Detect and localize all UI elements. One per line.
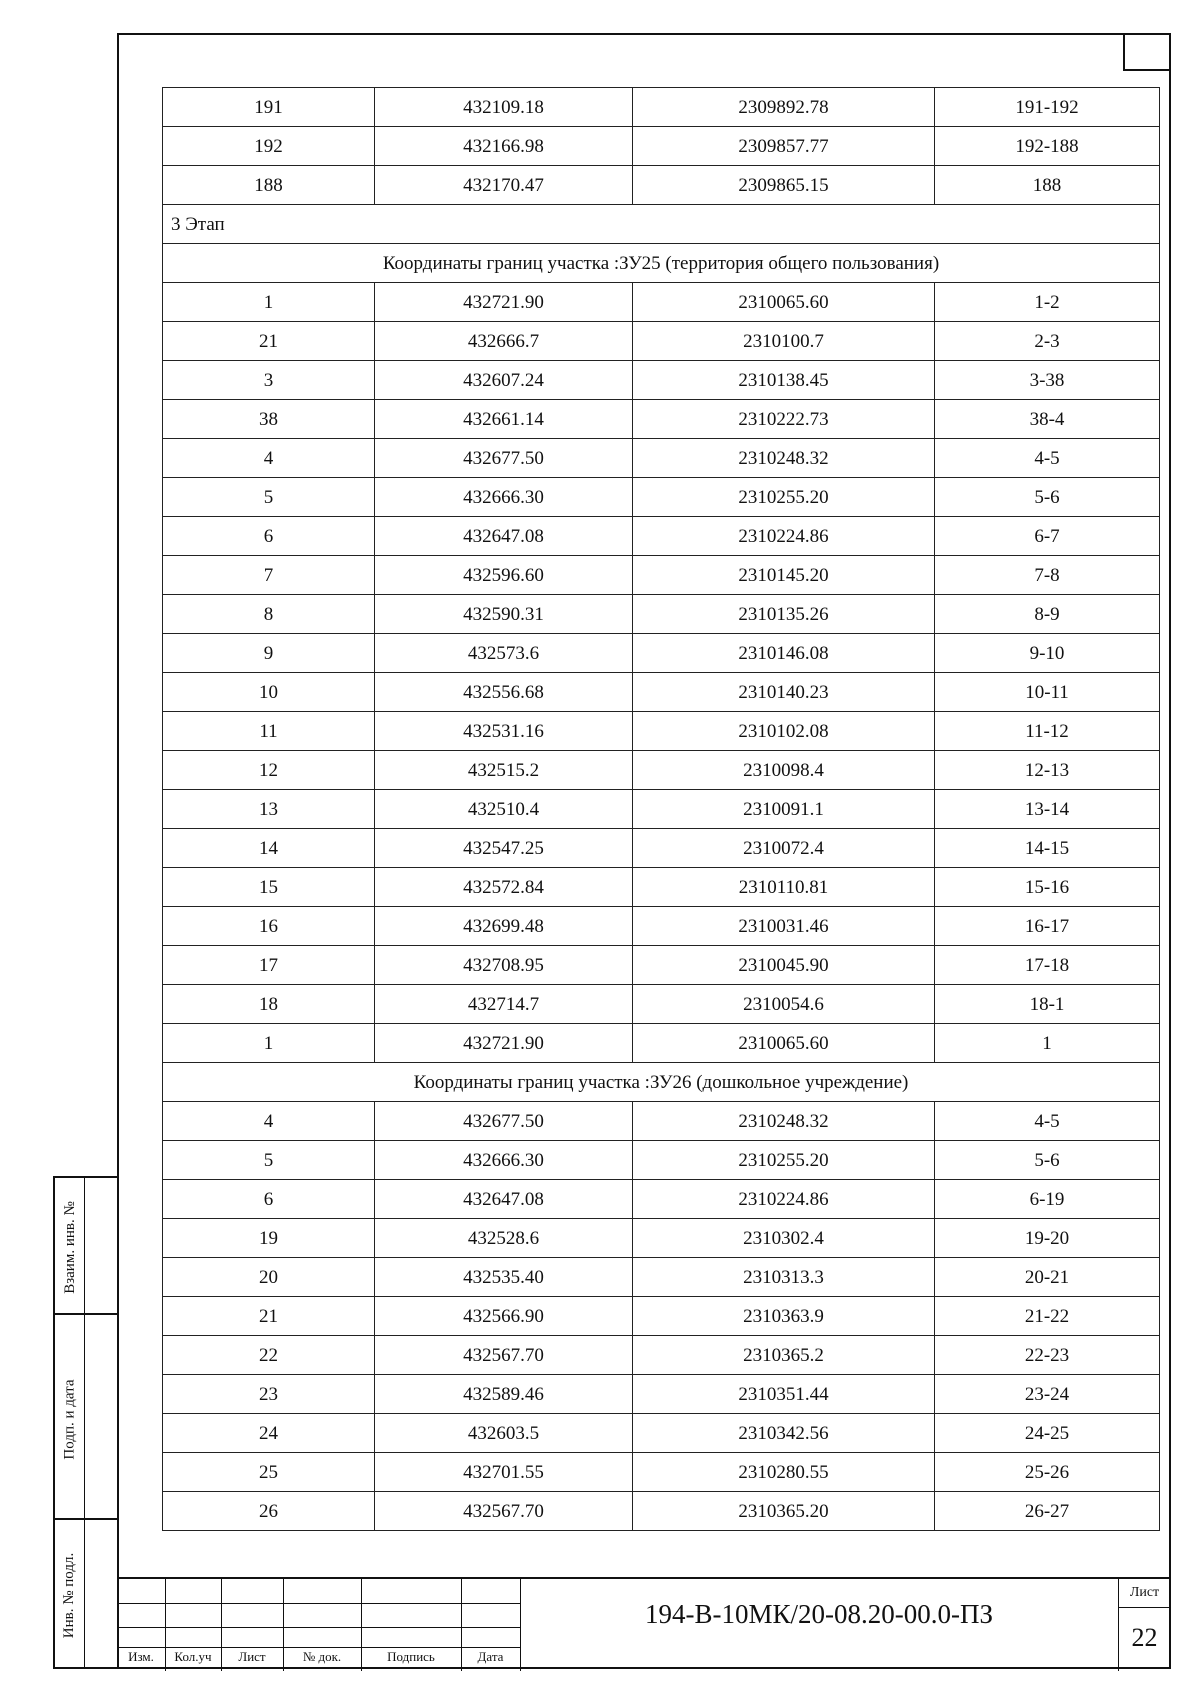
- x-coordinate-cell: 432701.55: [375, 1453, 633, 1492]
- title-block-rule: [117, 1627, 520, 1628]
- y-coordinate-cell: 2310110.81: [633, 868, 935, 907]
- x-coordinate-cell: 432589.46: [375, 1375, 633, 1414]
- segment-cell: 5-6: [935, 1141, 1160, 1180]
- table-row: [163, 205, 1160, 244]
- y-coordinate-cell: 2310280.55: [633, 1453, 935, 1492]
- segment-cell: 2-3: [935, 322, 1160, 361]
- y-coordinate-cell: 2310255.20: [633, 478, 935, 517]
- segment-cell: 17-18: [935, 946, 1160, 985]
- point-number-cell: 6: [163, 517, 375, 556]
- segment-cell: 1-2: [935, 283, 1160, 322]
- point-number-cell: 11: [163, 712, 375, 751]
- caption-signature: Подпись: [387, 1649, 435, 1664]
- x-coordinate-cell: 432531.16: [375, 712, 633, 751]
- point-number-cell: 4: [163, 1102, 375, 1141]
- segment-cell: 15-16: [935, 868, 1160, 907]
- document-code: 194-В-10МК/20-08.20-00.0-ПЗ: [644, 1599, 993, 1629]
- table-row: [163, 751, 1160, 790]
- point-number-cell: 21: [163, 1297, 375, 1336]
- table-row: [163, 1063, 1160, 1102]
- segment-cell: 18-1: [935, 985, 1160, 1024]
- y-coordinate-cell: 2310091.1: [633, 790, 935, 829]
- x-coordinate-cell: 432567.70: [375, 1492, 633, 1531]
- approval-strip: [53, 1176, 117, 1669]
- segment-cell: 21-22: [935, 1297, 1160, 1336]
- y-coordinate-cell: 2310098.4: [633, 751, 935, 790]
- segment-cell: 9-10: [935, 634, 1160, 673]
- table-row: [163, 478, 1160, 517]
- sheet-label: Лист: [1119, 1579, 1170, 1608]
- table-row: [163, 634, 1160, 673]
- point-number-cell: 24: [163, 1414, 375, 1453]
- segment-cell: 192-188: [935, 127, 1160, 166]
- point-number-cell: 1: [163, 283, 375, 322]
- x-coordinate-cell: 432109.18: [375, 88, 633, 127]
- table-row: [163, 1453, 1160, 1492]
- point-number-cell: 19: [163, 1219, 375, 1258]
- segment-cell: 25-26: [935, 1453, 1160, 1492]
- caption-change: Изм.: [128, 1649, 154, 1664]
- table-row: [163, 673, 1160, 712]
- segment-cell: 188: [935, 166, 1160, 205]
- section-title: Координаты границ участка :ЗУ26 (дошкольное учреждение): [163, 1063, 1160, 1102]
- point-number-cell: 38: [163, 400, 375, 439]
- table-row: [163, 88, 1160, 127]
- point-number-cell: 23: [163, 1375, 375, 1414]
- table-row: [163, 283, 1160, 322]
- y-coordinate-cell: 2310363.9: [633, 1297, 935, 1336]
- x-coordinate-cell: 432647.08: [375, 517, 633, 556]
- x-coordinate-cell: 432677.50: [375, 1102, 633, 1141]
- table-row: [163, 1336, 1160, 1375]
- x-coordinate-cell: 432666.7: [375, 322, 633, 361]
- section-title: Координаты границ участка :ЗУ25 (территория общего пользования): [163, 244, 1160, 283]
- strip-divider: [53, 1313, 117, 1315]
- title-block-rule: [117, 1647, 520, 1648]
- y-coordinate-cell: 2310065.60: [633, 283, 935, 322]
- x-coordinate-cell: 432603.5: [375, 1414, 633, 1453]
- table-row: [163, 361, 1160, 400]
- y-coordinate-cell: 2310248.32: [633, 439, 935, 478]
- x-coordinate-cell: 432590.31: [375, 595, 633, 634]
- point-number-cell: 1: [163, 1024, 375, 1063]
- table-row: [163, 1102, 1160, 1141]
- sheet-box: [1118, 1579, 1171, 1671]
- y-coordinate-cell: 2310313.3: [633, 1258, 935, 1297]
- table-row: [163, 1414, 1160, 1453]
- x-coordinate-cell: 432510.4: [375, 790, 633, 829]
- segment-cell: 19-20: [935, 1219, 1160, 1258]
- x-coordinate-cell: 432607.24: [375, 361, 633, 400]
- point-number-cell: 14: [163, 829, 375, 868]
- y-coordinate-cell: 2310140.23: [633, 673, 935, 712]
- segment-cell: 3-38: [935, 361, 1160, 400]
- segment-cell: 14-15: [935, 829, 1160, 868]
- x-coordinate-cell: 432596.60: [375, 556, 633, 595]
- segment-cell: 24-25: [935, 1414, 1160, 1453]
- point-number-cell: 25: [163, 1453, 375, 1492]
- segment-cell: 7-8: [935, 556, 1160, 595]
- y-coordinate-cell: 2310145.20: [633, 556, 935, 595]
- y-coordinate-cell: 2310248.32: [633, 1102, 935, 1141]
- point-number-cell: 5: [163, 478, 375, 517]
- segment-cell: 12-13: [935, 751, 1160, 790]
- x-coordinate-cell: 432699.48: [375, 907, 633, 946]
- y-coordinate-cell: 2310342.56: [633, 1414, 935, 1453]
- point-number-cell: 6: [163, 1180, 375, 1219]
- y-coordinate-cell: 2310138.45: [633, 361, 935, 400]
- table-row: [163, 1180, 1160, 1219]
- segment-cell: 191-192: [935, 88, 1160, 127]
- point-number-cell: 22: [163, 1336, 375, 1375]
- point-number-cell: 188: [163, 166, 375, 205]
- table-row: [163, 985, 1160, 1024]
- table-row: [163, 322, 1160, 361]
- x-coordinate-cell: 432567.70: [375, 1336, 633, 1375]
- table-row: [163, 517, 1160, 556]
- point-number-cell: 4: [163, 439, 375, 478]
- table-row: [163, 166, 1160, 205]
- coordinates-table-body: [163, 88, 1160, 1531]
- table-row: [163, 595, 1160, 634]
- y-coordinate-cell: 2310072.4: [633, 829, 935, 868]
- y-coordinate-cell: 2310045.90: [633, 946, 935, 985]
- caption-doc-no: № док.: [302, 1649, 342, 1664]
- table-row: [163, 556, 1160, 595]
- approval-label-exchange: Взаим. инв. №: [61, 1201, 78, 1294]
- table-row: [163, 868, 1160, 907]
- table-row: [163, 712, 1160, 751]
- x-coordinate-cell: 432572.84: [375, 868, 633, 907]
- y-coordinate-cell: 2310255.20: [633, 1141, 935, 1180]
- y-coordinate-cell: 2310222.73: [633, 400, 935, 439]
- point-number-cell: 191: [163, 88, 375, 127]
- point-number-cell: 21: [163, 322, 375, 361]
- segment-cell: 22-23: [935, 1336, 1160, 1375]
- x-coordinate-cell: 432166.98: [375, 127, 633, 166]
- table-row: [163, 1375, 1160, 1414]
- point-number-cell: 3: [163, 361, 375, 400]
- y-coordinate-cell: 2310365.2: [633, 1336, 935, 1375]
- x-coordinate-cell: 432721.90: [375, 283, 633, 322]
- stage-label: 3 Этап: [163, 205, 1160, 244]
- y-coordinate-cell: 2310365.20: [633, 1492, 935, 1531]
- segment-cell: 5-6: [935, 478, 1160, 517]
- x-coordinate-cell: 432666.30: [375, 478, 633, 517]
- x-coordinate-cell: 432170.47: [375, 166, 633, 205]
- table-row: [163, 1024, 1160, 1063]
- table-row: [163, 946, 1160, 985]
- y-coordinate-cell: 2310135.26: [633, 595, 935, 634]
- point-number-cell: 10: [163, 673, 375, 712]
- strip-divider: [53, 1518, 117, 1520]
- y-coordinate-cell: 2310351.44: [633, 1375, 935, 1414]
- table-row: [163, 829, 1160, 868]
- x-coordinate-cell: 432535.40: [375, 1258, 633, 1297]
- y-coordinate-cell: 2310054.6: [633, 985, 935, 1024]
- segment-cell: 6-7: [935, 517, 1160, 556]
- segment-cell: 4-5: [935, 1102, 1160, 1141]
- y-coordinate-cell: 2309857.77: [633, 127, 935, 166]
- table-row: [163, 244, 1160, 283]
- table-row: [163, 1219, 1160, 1258]
- point-number-cell: 20: [163, 1258, 375, 1297]
- y-coordinate-cell: 2310031.46: [633, 907, 935, 946]
- point-number-cell: 13: [163, 790, 375, 829]
- x-coordinate-cell: 432714.7: [375, 985, 633, 1024]
- x-coordinate-cell: 432556.68: [375, 673, 633, 712]
- x-coordinate-cell: 432547.25: [375, 829, 633, 868]
- x-coordinate-cell: 432528.6: [375, 1219, 633, 1258]
- caption-sheet: Лист: [238, 1649, 266, 1664]
- y-coordinate-cell: 2310224.86: [633, 517, 935, 556]
- x-coordinate-cell: 432708.95: [375, 946, 633, 985]
- segment-cell: 6-19: [935, 1180, 1160, 1219]
- table-row: [163, 790, 1160, 829]
- segment-cell: 13-14: [935, 790, 1160, 829]
- point-number-cell: 192: [163, 127, 375, 166]
- table-row: [163, 400, 1160, 439]
- approval-label-original: Инв. № подл.: [61, 1552, 78, 1639]
- table-row: [163, 907, 1160, 946]
- segment-cell: 38-4: [935, 400, 1160, 439]
- y-coordinate-cell: 2310224.86: [633, 1180, 935, 1219]
- x-coordinate-cell: 432666.30: [375, 1141, 633, 1180]
- x-coordinate-cell: 432677.50: [375, 439, 633, 478]
- title-block: [117, 1577, 1171, 1669]
- segment-cell: 1: [935, 1024, 1160, 1063]
- point-number-cell: 26: [163, 1492, 375, 1531]
- y-coordinate-cell: 2310065.60: [633, 1024, 935, 1063]
- y-coordinate-cell: 2309892.78: [633, 88, 935, 127]
- y-coordinate-cell: 2309865.15: [633, 166, 935, 205]
- x-coordinate-cell: 432515.2: [375, 751, 633, 790]
- table-row: [163, 127, 1160, 166]
- point-number-cell: 9: [163, 634, 375, 673]
- point-number-cell: 18: [163, 985, 375, 1024]
- segment-cell: 10-11: [935, 673, 1160, 712]
- corner-box: [1123, 33, 1171, 71]
- x-coordinate-cell: 432573.6: [375, 634, 633, 673]
- coordinates-table: [162, 87, 1160, 1531]
- x-coordinate-cell: 432647.08: [375, 1180, 633, 1219]
- title-block-rule: [117, 1603, 520, 1604]
- point-number-cell: 17: [163, 946, 375, 985]
- point-number-cell: 8: [163, 595, 375, 634]
- segment-cell: 11-12: [935, 712, 1160, 751]
- point-number-cell: 16: [163, 907, 375, 946]
- point-number-cell: 15: [163, 868, 375, 907]
- segment-cell: 20-21: [935, 1258, 1160, 1297]
- segment-cell: 4-5: [935, 439, 1160, 478]
- point-number-cell: 12: [163, 751, 375, 790]
- y-coordinate-cell: 2310146.08: [633, 634, 935, 673]
- table-row: [163, 1492, 1160, 1531]
- sheet-number: 22: [1131, 1623, 1158, 1652]
- caption-date: Дата: [477, 1649, 504, 1664]
- segment-cell: 8-9: [935, 595, 1160, 634]
- table-row: [163, 1258, 1160, 1297]
- y-coordinate-cell: 2310100.7: [633, 322, 935, 361]
- segment-cell: 26-27: [935, 1492, 1160, 1531]
- y-coordinate-cell: 2310302.4: [633, 1219, 935, 1258]
- approval-label-signature: Подп. и дата: [61, 1379, 78, 1460]
- table-row: [163, 1141, 1160, 1180]
- x-coordinate-cell: 432661.14: [375, 400, 633, 439]
- table-row: [163, 1297, 1160, 1336]
- y-coordinate-cell: 2310102.08: [633, 712, 935, 751]
- segment-cell: 23-24: [935, 1375, 1160, 1414]
- x-coordinate-cell: 432721.90: [375, 1024, 633, 1063]
- caption-count: Кол.уч: [174, 1649, 212, 1664]
- table-row: [163, 439, 1160, 478]
- point-number-cell: 5: [163, 1141, 375, 1180]
- point-number-cell: 7: [163, 556, 375, 595]
- x-coordinate-cell: 432566.90: [375, 1297, 633, 1336]
- segment-cell: 16-17: [935, 907, 1160, 946]
